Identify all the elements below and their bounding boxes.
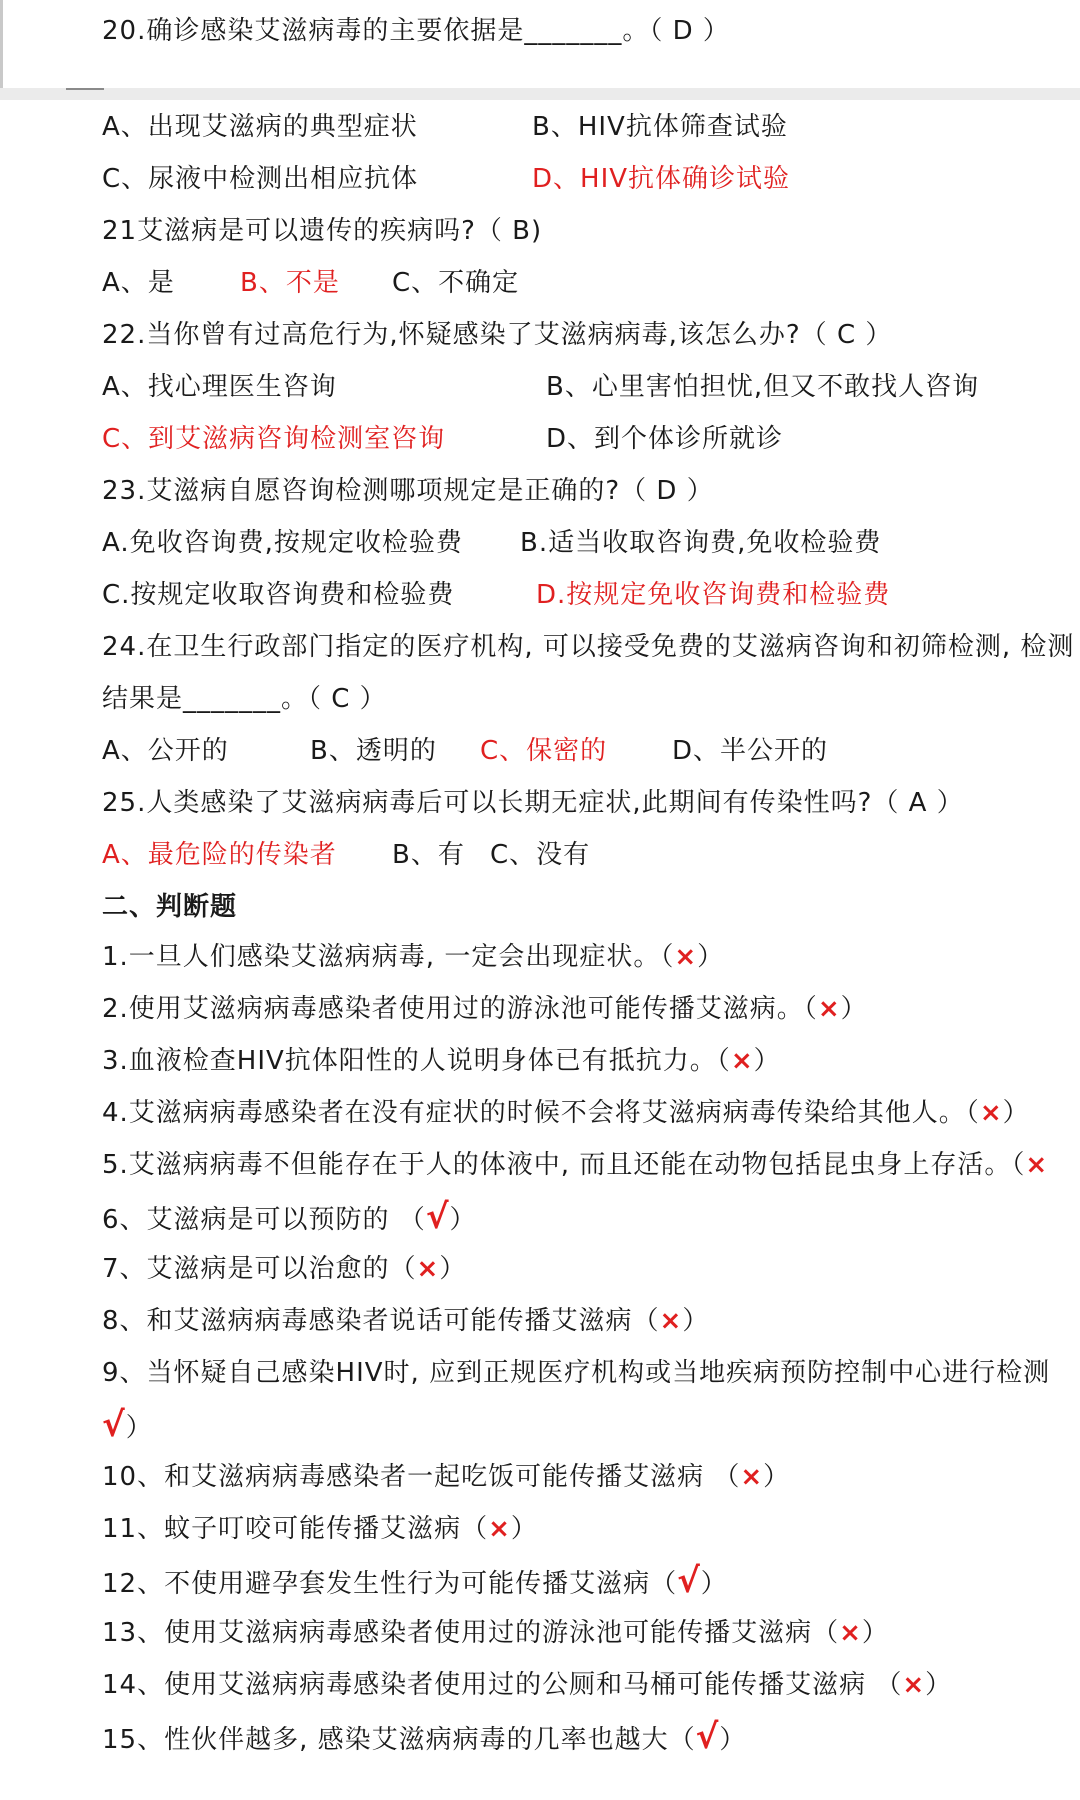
- tf-item-8: [102, 1304, 709, 1338]
- question-25: 25.人类感染了艾滋病病毒后可以长期无症状,此期间有传染性吗?（ A ）: [102, 788, 964, 818]
- tf-item-2: [102, 992, 868, 1026]
- tf-item-10-close: ）: [763, 1462, 791, 1492]
- tf-item-14-close: ）: [925, 1670, 953, 1700]
- tf-item-4: [102, 1096, 1030, 1130]
- q25-option-c: C、没有: [490, 840, 591, 870]
- tf-item-12: [102, 1561, 728, 1601]
- q24-option-d: D、半公开的: [672, 736, 829, 766]
- cross-mark-icon: ×: [674, 942, 698, 972]
- tf-item-8-text: 8、和艾滋病病毒感染者说话可能传播艾滋病（: [102, 1306, 660, 1336]
- q23-option-c: C.按规定收取咨询费和检验费: [102, 580, 455, 610]
- q23-option-d-answer: D.按规定免收咨询费和检验费: [536, 580, 891, 610]
- tf-item-3: [102, 1044, 781, 1078]
- q22-option-d: D、到个体诊所就诊: [546, 424, 784, 454]
- q20-option-a: A、出现艾滋病的典型症状: [102, 112, 418, 142]
- check-mark-icon: √: [695, 1717, 720, 1757]
- question-22: 22.当你曾有过高危行为,怀疑感染了艾滋病病毒,该怎么办?（ C ）: [102, 320, 893, 350]
- tf-item-2-close: ）: [840, 994, 868, 1024]
- tf-item-6-text: 6、艾滋病是可以预防的 （: [102, 1205, 426, 1235]
- tf-item-11: [102, 1512, 538, 1546]
- q25-option-a-answer: A、最危险的传染者: [102, 840, 337, 870]
- tf-item-13-close: ）: [861, 1618, 889, 1648]
- cross-mark-icon: ×: [730, 1046, 754, 1076]
- tf-item-4-close: ）: [1002, 1098, 1030, 1128]
- tf-item-11-close: ）: [510, 1514, 538, 1544]
- cross-mark-icon: ×: [416, 1254, 440, 1284]
- tf-item-15-text: 15、性伙伴越多, 感染艾滋病病毒的几率也越大（: [102, 1725, 696, 1755]
- tf-item-11-text: 11、蚊子叮咬可能传播艾滋病（: [102, 1514, 489, 1544]
- left-edge-bar: [0, 0, 3, 88]
- tf-item-3-text: 3.血液检查HIV抗体阳性的人说明身体已有抵抗力。（: [102, 1046, 731, 1076]
- tf-item-12-close: ）: [700, 1569, 728, 1599]
- q21-option-a: A、是: [102, 268, 175, 298]
- cross-mark-icon: ×: [839, 1618, 862, 1648]
- tf-item-5-text: 5.艾滋病病毒不但能存在于人的体液中, 而且还能在动物包括昆虫身上存活。（: [102, 1150, 1026, 1180]
- q20-option-c: C、尿液中检测出相应抗体: [102, 164, 419, 194]
- tf-item-13-text: 13、使用艾滋病病毒感染者使用过的游泳池可能传播艾滋病（: [102, 1618, 840, 1648]
- tf-item-3-close: ）: [753, 1046, 781, 1076]
- check-mark-icon: √: [425, 1197, 450, 1237]
- q20-option-d-answer: D、HIV抗体确诊试验: [532, 164, 791, 194]
- tf-item-7-text: 7、艾滋病是可以治愈的（: [102, 1254, 417, 1284]
- q20-option-b: B、HIV抗体筛查试验: [532, 112, 788, 142]
- check-mark-icon: √: [677, 1561, 701, 1601]
- tf-item-2-text: 2.使用艾滋病病毒感染者使用过的游泳池可能传播艾滋病。（: [102, 994, 818, 1024]
- tf-item-12-text: 12、不使用避孕套发生性行为可能传播艾滋病（: [102, 1569, 678, 1599]
- page-separator: [0, 88, 1080, 100]
- tf-item-1-text: 1.一旦人们感染艾滋病病毒, 一定会出现症状。（: [102, 942, 675, 972]
- q21-option-b-answer: B、不是: [240, 268, 340, 298]
- q24-option-a: A、公开的: [102, 736, 229, 766]
- tf-item-15: [102, 1717, 747, 1757]
- q23-option-b: B.适当收取咨询费,免收检验费: [520, 528, 882, 558]
- cross-mark-icon: ×: [488, 1514, 511, 1544]
- tf-item-7: [102, 1252, 466, 1286]
- tf-item-9-line2: [102, 1405, 153, 1445]
- tf-item-15-close: ）: [719, 1725, 747, 1755]
- tf-item-6: [102, 1197, 477, 1237]
- q24-option-b: B、透明的: [310, 736, 437, 766]
- tf-item-10: [102, 1460, 790, 1494]
- question-24-line2: 结果是_______。（ C ）: [102, 684, 387, 714]
- q24-option-c-answer: C、保密的: [480, 736, 608, 766]
- tf-item-14-text: 14、使用艾滋病病毒感染者使用过的公厕和马桶可能传播艾滋病 （: [102, 1670, 903, 1700]
- q22-option-a: A、找心理医生咨询: [102, 372, 337, 402]
- tf-item-1-close: ）: [697, 942, 725, 972]
- cross-mark-icon: ×: [659, 1306, 683, 1336]
- tf-item-4-text: 4.艾滋病病毒感染者在没有症状的时候不会将艾滋病病毒传染给其他人。（: [102, 1098, 980, 1128]
- tf-item-5: [102, 1148, 1048, 1182]
- tf-item-8-close: ）: [682, 1306, 710, 1336]
- cross-mark-icon: ×: [817, 994, 841, 1024]
- q22-option-b: B、心里害怕担忧,但又不敢找人咨询: [546, 372, 980, 402]
- cross-mark-icon: ×: [979, 1098, 1003, 1128]
- section-title-true-false: 二、判断题: [102, 892, 238, 922]
- q23-option-a: A.免收咨询费,按规定收检验费: [102, 528, 463, 558]
- tf-item-6-close: ）: [449, 1205, 477, 1235]
- question-24-line1: 24.在卫生行政部门指定的医疗机构, 可以接受免费的艾滋病咨询和初筛检测, 检测: [102, 632, 1075, 662]
- q22-option-c-answer: C、到艾滋病咨询检测室咨询: [102, 424, 446, 454]
- q21-option-c: C、不确定: [392, 268, 520, 298]
- tf-item-9-line1: [102, 1356, 1050, 1390]
- tf-item-9-text: 9、当怀疑自己感染HIV时, 应到正规医疗机构或当地疾病预防控制中心进行检测: [102, 1358, 1051, 1388]
- cross-mark-icon: ×: [1025, 1150, 1049, 1180]
- cross-mark-icon: ×: [902, 1670, 926, 1700]
- question-20: 20.确诊感染艾滋病毒的主要依据是_______。（ D ）: [102, 16, 730, 46]
- tf-item-10-text: 10、和艾滋病病毒感染者一起吃饭可能传播艾滋病 （: [102, 1462, 741, 1492]
- question-21: 21艾滋病是可以遗传的疾病吗?（ B): [102, 216, 543, 246]
- tf-item-14: [102, 1668, 952, 1702]
- tf-item-7-close: ）: [439, 1254, 467, 1284]
- tf-item-1: [102, 940, 724, 974]
- q25-option-b: B、有: [392, 840, 465, 870]
- cross-mark-icon: ×: [740, 1462, 764, 1492]
- tab-indicator: [66, 88, 104, 90]
- question-23: 23.艾滋病自愿咨询检测哪项规定是正确的?（ D ）: [102, 476, 714, 506]
- tf-item-9-close: ）: [125, 1413, 153, 1443]
- tf-item-13: [102, 1616, 889, 1650]
- check-mark-icon: √: [102, 1405, 126, 1445]
